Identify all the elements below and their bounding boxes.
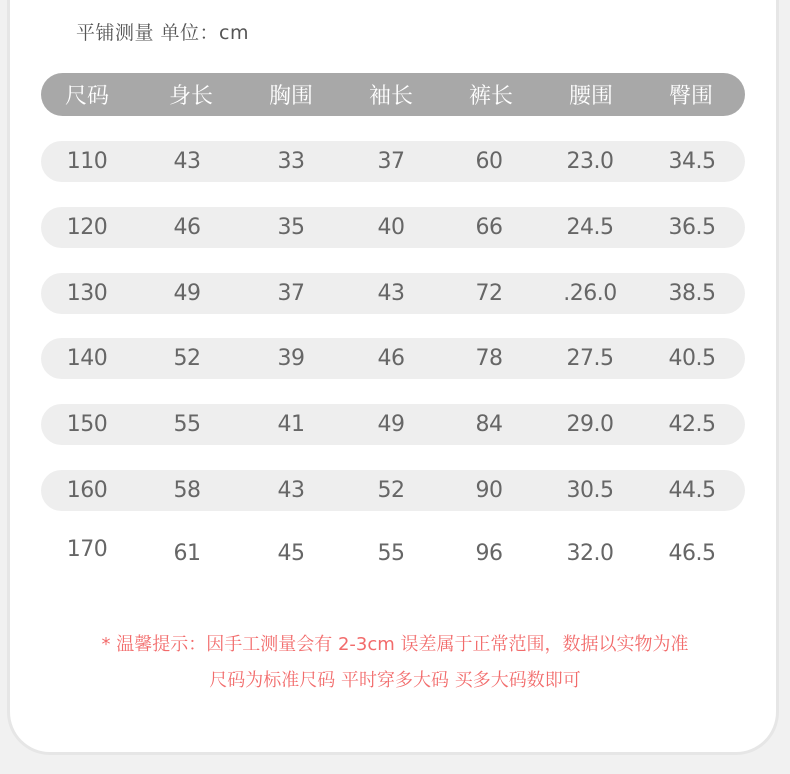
cell-hip: 46.5 bbox=[668, 541, 716, 566]
cell-size: 120 bbox=[66, 215, 108, 240]
cell-sleeve: 46 bbox=[377, 346, 405, 371]
table-row bbox=[41, 207, 745, 248]
cell-size: 110 bbox=[66, 149, 108, 174]
cell-waist: 29.0 bbox=[566, 412, 614, 437]
size-table-header bbox=[41, 73, 745, 116]
table-row bbox=[41, 338, 745, 379]
table-row bbox=[41, 141, 745, 182]
cell-hip: 40.5 bbox=[668, 346, 716, 371]
table-row bbox=[41, 533, 745, 574]
cell-body-length: 43 bbox=[173, 149, 201, 174]
cell-size: 140 bbox=[66, 346, 108, 371]
header-pants-length: 裤长 bbox=[468, 84, 513, 109]
cell-body-length: 55 bbox=[173, 412, 201, 437]
cell-waist: .26.0 bbox=[563, 281, 617, 306]
cell-hip: 36.5 bbox=[668, 215, 716, 240]
cell-chest: 35 bbox=[277, 215, 305, 240]
table-row bbox=[41, 273, 745, 314]
cell-body-length: 61 bbox=[173, 541, 201, 566]
header-size: 尺码 bbox=[64, 84, 109, 109]
measurement-tip-line-2: 尺码为标准尺码 平时穿多大码 买多大码数即可 bbox=[209, 670, 581, 691]
cell-pants-length: 84 bbox=[475, 412, 503, 437]
measurement-tip-line-1: * 温馨提示：因手工测量会有 2-3cm 误差属于正常范围，数据以实物为准 bbox=[101, 634, 689, 655]
cell-body-length: 52 bbox=[173, 346, 201, 371]
cell-pants-length: 78 bbox=[475, 346, 503, 371]
cell-pants-length: 72 bbox=[475, 281, 503, 306]
cell-pants-length: 90 bbox=[475, 478, 503, 503]
header-sleeve: 袖长 bbox=[368, 84, 413, 109]
cell-sleeve: 49 bbox=[377, 412, 405, 437]
cell-hip: 38.5 bbox=[668, 281, 716, 306]
cell-hip: 34.5 bbox=[668, 149, 716, 174]
header-body-length: 身长 bbox=[168, 84, 213, 109]
table-row bbox=[41, 404, 745, 445]
measurement-unit-label: 平铺测量 单位：cm bbox=[76, 22, 249, 44]
cell-chest: 45 bbox=[277, 541, 305, 566]
cell-sleeve: 55 bbox=[377, 541, 405, 566]
cell-hip: 42.5 bbox=[668, 412, 716, 437]
cell-chest: 43 bbox=[277, 478, 305, 503]
cell-waist: 32.0 bbox=[566, 541, 614, 566]
cell-size: 150 bbox=[66, 412, 108, 437]
cell-pants-length: 60 bbox=[475, 149, 503, 174]
cell-waist: 27.5 bbox=[566, 346, 614, 371]
header-waist: 腰围 bbox=[568, 84, 613, 109]
cell-sleeve: 52 bbox=[377, 478, 405, 503]
cell-chest: 39 bbox=[277, 346, 305, 371]
cell-waist: 23.0 bbox=[566, 149, 614, 174]
cell-size: 130 bbox=[66, 281, 108, 306]
cell-body-length: 46 bbox=[173, 215, 201, 240]
cell-chest: 33 bbox=[277, 149, 305, 174]
cell-chest: 41 bbox=[277, 412, 305, 437]
cell-size: 160 bbox=[66, 478, 108, 503]
header-hip: 臀围 bbox=[668, 84, 713, 109]
cell-size: 170 bbox=[66, 537, 108, 562]
table-row bbox=[41, 470, 745, 511]
cell-body-length: 58 bbox=[173, 478, 201, 503]
cell-chest: 37 bbox=[277, 281, 305, 306]
cell-hip: 44.5 bbox=[668, 478, 716, 503]
cell-body-length: 49 bbox=[173, 281, 201, 306]
cell-sleeve: 40 bbox=[377, 215, 405, 240]
cell-waist: 24.5 bbox=[566, 215, 614, 240]
header-chest: 胸围 bbox=[268, 84, 313, 109]
cell-pants-length: 66 bbox=[475, 215, 503, 240]
cell-waist: 30.5 bbox=[566, 478, 614, 503]
cell-sleeve: 37 bbox=[377, 149, 405, 174]
cell-sleeve: 43 bbox=[377, 281, 405, 306]
cell-pants-length: 96 bbox=[475, 541, 503, 566]
